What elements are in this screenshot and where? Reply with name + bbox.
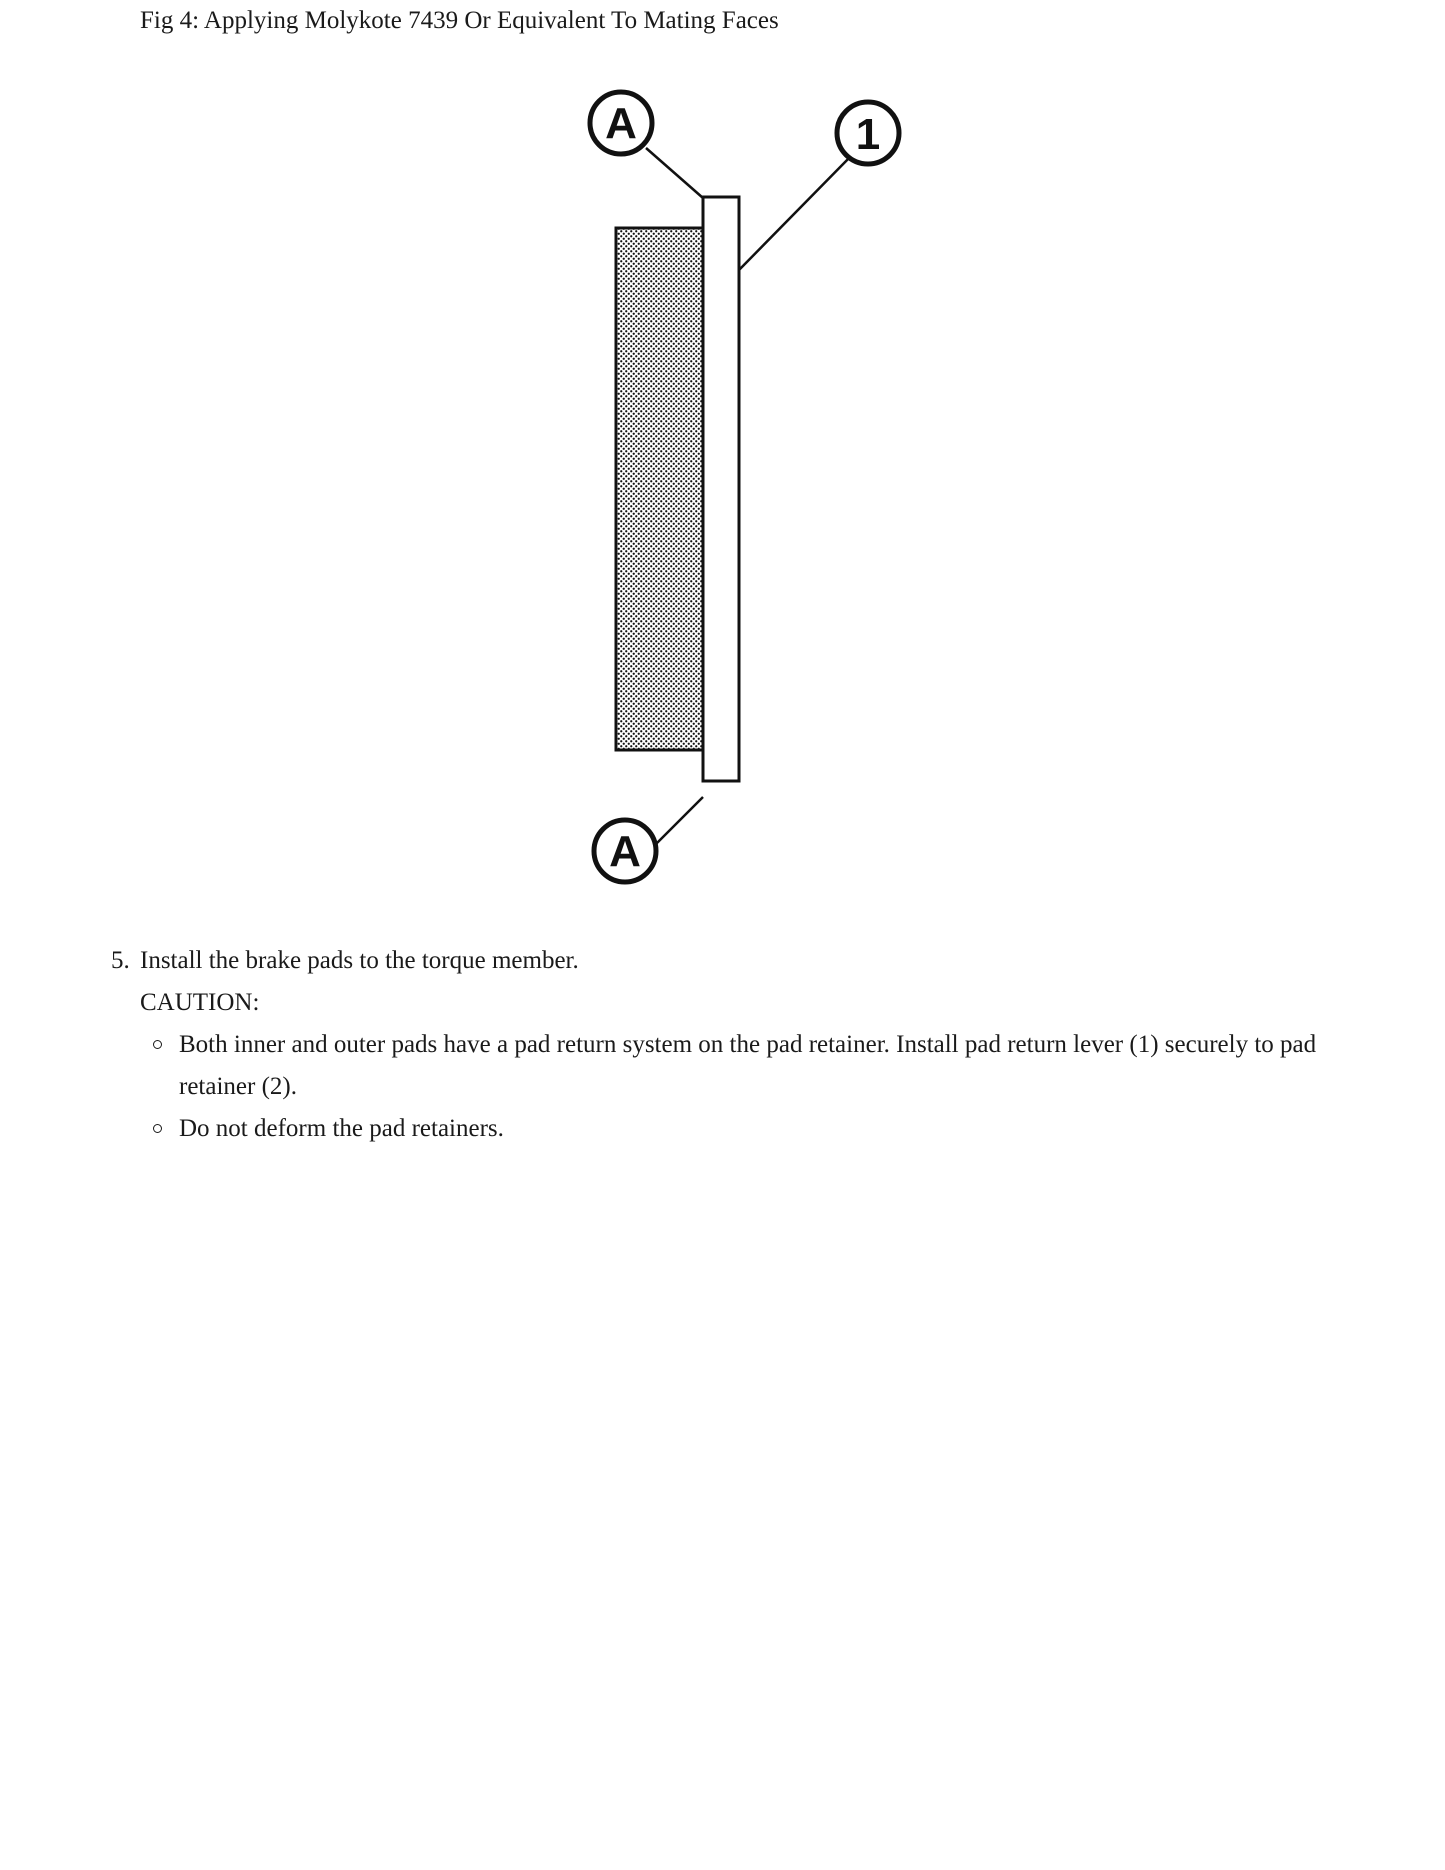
caution-text: Both inner and outer pads have a pad return system on the pad retainer. Install pad return lever (1) securely to pad retainer (2). xyxy=(179,1031,1317,1100)
step-5 xyxy=(111,940,1360,1150)
bullet-circle-icon xyxy=(153,1040,162,1049)
callout-a-top-label: A xyxy=(605,99,637,148)
procedure-steps xyxy=(111,940,1360,1150)
caution-item xyxy=(179,1024,1360,1108)
caution-item xyxy=(179,1108,1360,1150)
step-number: 5. xyxy=(111,947,130,974)
bullet-circle-icon xyxy=(153,1124,162,1133)
callout-a-top xyxy=(590,92,652,154)
leader-line-a-bottom xyxy=(650,797,703,850)
callout-1-label: 1 xyxy=(855,110,881,159)
caution-list xyxy=(140,1024,1360,1150)
caution-text: Do not deform the pad retainers. xyxy=(179,1115,504,1142)
figure-caption: Fig 4: Applying Molykote 7439 Or Equivalent To Mating Faces xyxy=(140,7,779,34)
leader-line-a-top xyxy=(646,148,703,198)
step-text: Install the brake pads to the torque member. xyxy=(140,947,579,974)
pad-backing-plate xyxy=(703,197,739,781)
callout-a-bottom-label: A xyxy=(609,827,641,876)
callout-1 xyxy=(837,102,899,164)
caution-label: CAUTION: xyxy=(140,989,260,1016)
pad-friction-material xyxy=(616,228,703,750)
brake-pad-diagram xyxy=(570,80,930,910)
leader-line-1 xyxy=(739,155,852,270)
callout-a-bottom xyxy=(594,820,656,882)
